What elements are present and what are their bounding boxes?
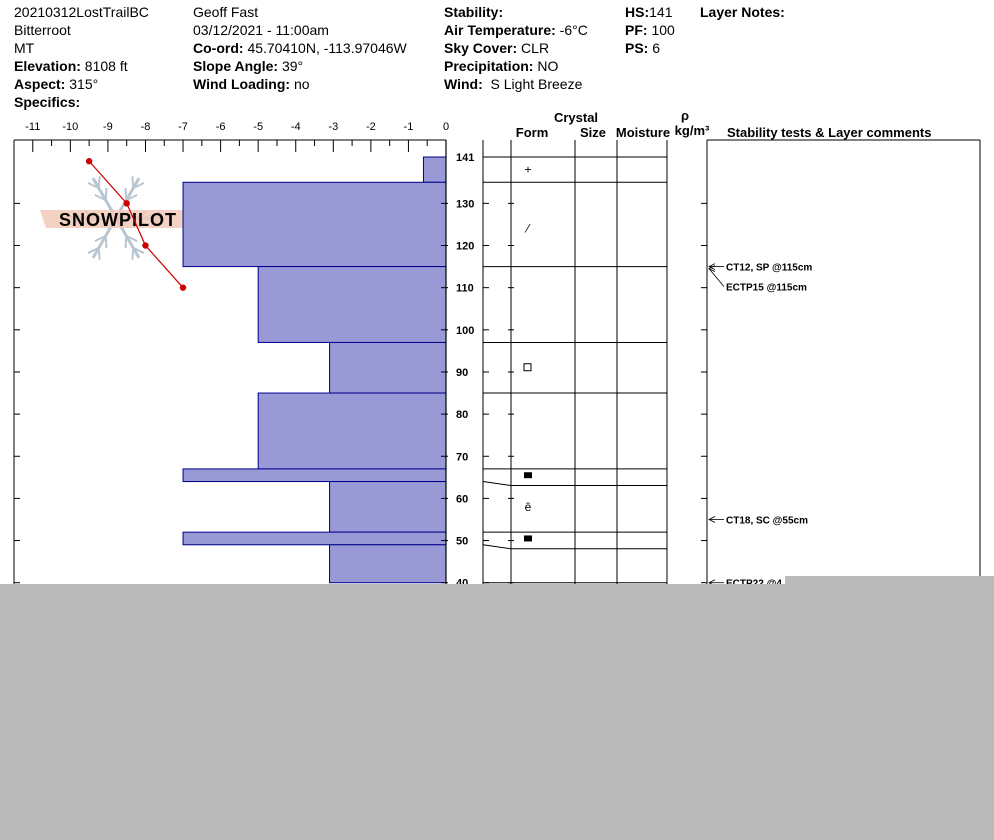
y-tick-label: 90 [456,366,469,379]
stability-comments [709,263,812,590]
col-header-size: Size [579,125,607,140]
observer-name: Geoff Fast [193,4,259,20]
hardness-bar [423,157,446,182]
crystal-form-square-filled [524,472,532,478]
hs-label: HS: [625,4,650,20]
x-tick-label: -10 [62,121,79,133]
hardness-bar [258,267,446,343]
pf-label: PF: [625,22,648,38]
hs-value: 141 [649,4,673,20]
wind-loading-value: no [293,76,310,92]
stability-comment: CT18, SC @55cm [726,515,809,527]
wind-label: Wind: [444,76,483,92]
site-name: 20210312LostTrailBC [14,4,149,20]
x-tick-label: -4 [290,121,301,133]
snowpilot-watermark [40,176,196,260]
y-tick-label: 130 [456,198,475,211]
sky-label: Sky Cover: [444,40,518,56]
hardness-bar [183,532,446,545]
x-tick-label: -7 [178,121,188,133]
x-tick-label: -3 [328,121,339,133]
col-header-crystal: Crystal [553,110,599,125]
x-tick-label: -6 [215,121,226,133]
gray-overlay-panel [0,584,994,840]
crystal-form-glyph: + [524,162,532,177]
elevation-value: 8108 ft [84,58,128,74]
crystal-form-square-open [524,364,531,371]
snowflake-branch [132,176,133,188]
x-tick-label: -2 [365,121,376,133]
stability-comment: ECTP15 @115cm [726,282,807,294]
aspect-value: 315° [69,76,99,92]
snowflake-branch [106,188,107,200]
x-tick-label: -8 [140,121,151,133]
snowflake-branch [99,248,100,260]
col-header-moisture: Moisture [615,125,671,140]
y-tick-label: 80 [456,409,469,422]
air-temp-label: Air Temperature: [444,22,556,38]
layer-connector [483,545,511,549]
col-header-form: Form [515,125,549,140]
snowflake-branch [99,176,100,188]
hardness-bar [183,182,446,266]
coord-value: 45.70410N, -113.97046W [247,40,407,56]
temperature-point [180,284,186,290]
hardness-bar [330,342,446,393]
aspect-label: Aspect: [14,76,66,92]
col-header-density-unit: kg/m³ [674,123,710,138]
air-temp-value: -6°C [559,22,588,38]
x-tick-label: 0 [442,121,450,133]
snowflake-branch [125,236,126,248]
crystal-form-glyph: ê [524,499,532,514]
y-tick-label-top: 141 [456,152,475,164]
wind-loading-label: Wind Loading: [193,76,291,92]
col-header-rho: ρ [680,108,690,123]
x-tick-label: -9 [103,121,113,133]
stability-label: Stability: [444,4,504,20]
comment-arrow-shaft [709,269,724,287]
watermark-text: SNOWPILOT [59,210,177,230]
snowflake-branch [132,248,133,260]
specifics-label: Specifics: [14,94,81,110]
slope-value: 39° [281,58,304,74]
hardness-bar [258,393,446,469]
slope-label: Slope Angle: [193,58,279,74]
range-name: Bitterroot [14,22,71,38]
x-tick-label: -11 [25,121,41,133]
sky-value: CLR [521,40,550,56]
y-tick-label: 70 [456,451,469,464]
temperature-point [86,158,92,164]
y-tick-label: 120 [456,240,475,253]
elevation-label: Elevation: [14,58,81,74]
precip-value: NO [537,58,559,74]
hardness-bar [330,482,446,533]
ps-label: PS: [625,40,649,56]
crystal-form-square-filled [524,535,532,541]
layer-notes-label: Layer Notes: [700,4,785,20]
snowflake-branch [106,236,107,248]
temperature-point [123,200,129,206]
y-tick-label: 50 [456,535,469,548]
coord-label: Co-ord: [193,40,244,56]
y-tick-label: 60 [456,493,469,506]
stability-comment: CT12, SP @115cm [726,262,813,274]
layer-connector [483,482,511,486]
y-tick-label: 110 [456,282,474,295]
hardness-bar [330,545,446,583]
hardness-bar [183,469,446,482]
overlay-tab [785,576,994,584]
x-tick-label: -5 [253,121,264,133]
crystal-form-glyph: ⁄ [526,221,530,236]
col-header-comments: Stability tests & Layer comments [727,125,932,140]
x-tick-label: -1 [403,121,414,133]
x-axis [25,121,449,152]
wind-value: S Light Breeze [490,76,583,92]
y-tick-label: 100 [456,324,475,337]
precip-label: Precipitation: [444,58,534,74]
hardness-bars [183,157,446,583]
snowflake-branch [125,188,126,200]
observation-datetime: 03/12/2021 - 11:00am [193,22,329,38]
pf-value: 100 [651,22,675,38]
state-name: MT [14,40,35,56]
ps-value: 6 [652,40,661,56]
temperature-point [142,242,148,248]
